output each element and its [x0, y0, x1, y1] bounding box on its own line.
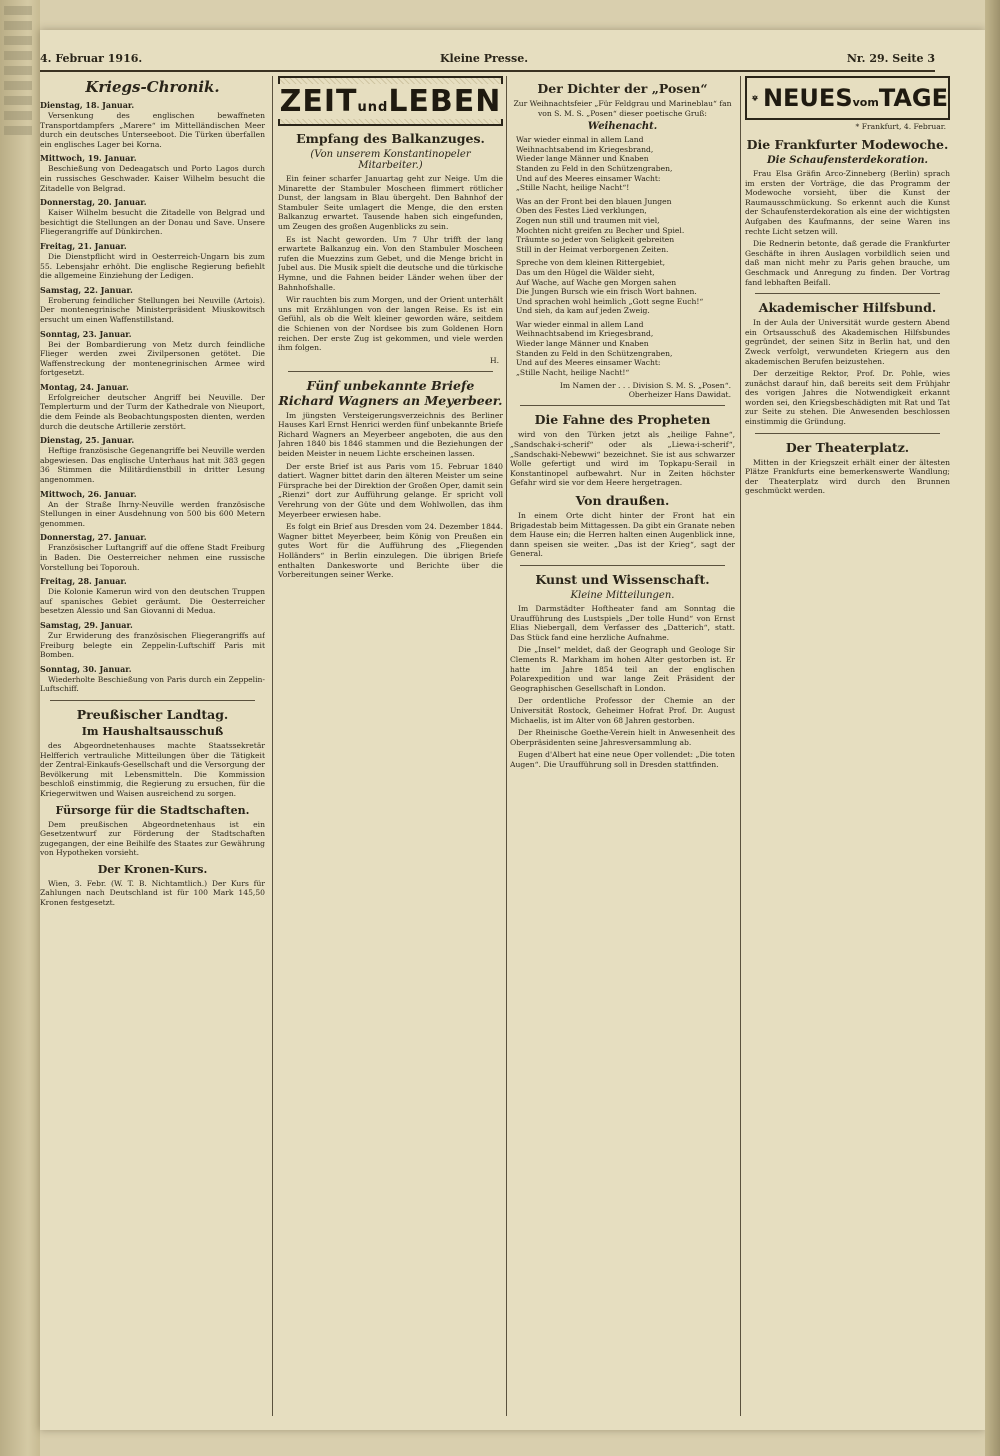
chronicle-entry: [40, 285, 265, 325]
header-number: Nr. 29. Seite 3: [846, 52, 935, 65]
entry-text: Zur Erwiderung des französischen Fliegerangriffs auf Freiburg belegte ein Zeppelin-Luftschiff Paris mit Bomben.: [40, 630, 265, 660]
wagner-paragraph: Der erste Brief ist aus Paris vom 15. Februar 1840 datiert. Wagner bittet darin den älteren Meister um seine Fürsprache bei der Direktion der Großen Oper, damit sein „Rienzi“ dort zur Aufführung gelange. Er spricht voll Verehrung von der Güte und dem Wohlwollen, das ihm Meyerbeer erwiesen habe.: [278, 461, 503, 519]
chronicle-entry: [40, 620, 265, 660]
entry-text: Wiederholte Beschießung von Paris durch ein Zeppelin-Luftschiff.: [40, 674, 265, 694]
entry-text: Kaiser Wilhelm besucht die Zitadelle von Belgrad und besichtigt die Stellungen an der Donau und Save. Unsere Fliegerangriffe auf Dünkirchen.: [40, 208, 265, 237]
entry-text: Eroberung feindlicher Stellungen bei Neuville (Artois). Der montenegrinische Ministerpräsident Miuskowitsch ersucht um einen Waffenstillstand.: [40, 295, 265, 324]
poem-subtitle: Weihenacht.: [587, 121, 658, 133]
column-zeit-und-leben: [278, 76, 503, 1416]
article-paragraph: Wir rauchten bis zum Morgen, und der Orient unterhält uns mit Erzählungen von der langen Reise. Es ist ein Gefühl, als ob die Welt kleiner geworden wäre, seitdem die Schienen von der Nordsee bis zum Goldenen Horn reichen. Der erste Zug ist gekommen, und viele werden ihm folgen.: [278, 295, 503, 353]
section-divider: [50, 700, 255, 701]
section-divider: [520, 405, 725, 406]
chronicle-entry: [40, 435, 265, 484]
kunst-paragraph: Die „Insel“ meldet, daß der Geograph und Geologe Sir Clements R. Markham im hohen Alter gestorben ist. Er hatte im Jahre 1854 teil an der englischen Polarexpedition und war lange Zeit Präsident der Geographischen Gesellschaft in London.: [510, 645, 735, 693]
column-divider: [272, 76, 273, 1416]
poem-title: Der Dichter der „Posen“: [537, 81, 708, 96]
article-signature: H.: [489, 355, 499, 365]
kunst-paragraph: Eugen d'Albert hat eine neue Oper vollendet: „Die toten Augen“. Die Uraufführung soll in Dresden stattfinden.: [510, 750, 735, 769]
chronicle-entry: [40, 382, 265, 431]
entry-date: Sonntag, 23. Januar.: [40, 328, 132, 339]
entry-date: Samstag, 29. Januar.: [40, 619, 133, 630]
kurs-text: Wien, 3. Febr. (W. T. B. Nichtamtlich.) Der Kurs für Zahlungen nach Deutschland ist für 100 Mark 145,50 Kronen festgesetzt.: [40, 878, 265, 908]
entry-text: Die Kolonie Kamerun wird von den deutschen Truppen auf spanisches Gebiet geräumt. Die Oesterreicher besetzen Alessio und San Giovanni di Medua.: [40, 587, 265, 616]
chronicle-entry: [40, 197, 265, 237]
header-date: 4. Februar 1916.: [40, 52, 143, 65]
wagner-paragraph: Es folgt ein Brief aus Dresden vom 24. Dezember 1844. Wagner bittet Meyerbeer, beim König von Preußen ein gutes Wort für die Aufführung des „Fliegenden Holländers“ in Berlin einzulegen. Die übrigen Briefe enthalten Dankesworte und Berichte über die Vorbereitungen seiner Werke.: [278, 522, 503, 580]
hilfsbund-paragraph: In der Aula der Universität wurde gestern Abend ein Ortsausschuß des Akademischen Hilfsbundes gegründet, der seinen Sitz in Berlin hat, und den Zweck verfolgt, verwundeten Kriegern aus den akademischen Berufen beizustehen.: [745, 318, 950, 366]
theater-text: Mitten in der Kriegszeit erhält einer der ältesten Plätze Frankfurts eine bemerkenswerte Wandlung; der Theaterplatz wird durch den Brunnen geschmückt werden.: [745, 457, 950, 496]
fahne-text: wird von den Türken jetzt als „heilige Fahne“, „Sandschak-i-scherif“ oder als „Liewa-i-scherif“, „Sandschaki-Nebewwi“ bezeichnet. Sie ist aus schwarzer Wolle gefertigt und wird im Topkapu-Serail in Konstantinopel aufbewahrt. Nur in Zeiten höchster Gefahr wird sie vor dem Heere hergetragen.: [510, 430, 735, 488]
section-divider: [520, 565, 725, 566]
entry-date: Montag, 24. Januar.: [40, 381, 129, 392]
entry-date: Freitag, 28. Januar.: [40, 576, 127, 587]
article-title: Die Frankfurter Modewoche.: [746, 137, 949, 152]
poem-intro: Zur Weihnachtsfeier „Für Feldgrau und Marineblau“ fan von S. M. S. „Posen“ dieser poetische Gruß:: [513, 99, 732, 118]
poem-signature: Im Namen der . . . Division S. M. S. „Posen“. Oberheizer Hans Dawidat.: [559, 381, 731, 400]
chronicle-entry: [40, 329, 265, 378]
chronicle-entry: [40, 576, 265, 616]
fuersorge-title: Fürsorge für die Stadtschaften.: [55, 803, 250, 817]
article-paragraph: Ein feiner scharfer Januartag geht zur Neige. Um die Minarette der Stambuler Moscheen flimmert rötlicher Dunst, der langsam in Blau übergeht. Den Bahnhof der Stambuler Seite umlagert die Menge, die den ersten Balkanzug erwartet. Tausende haben sich eingefunden, um Zeugen des großen Augenblicks zu sein.: [278, 174, 503, 231]
entry-date: Freitag, 21. Januar.: [40, 240, 127, 251]
entry-date: Samstag, 22. Januar.: [40, 284, 133, 295]
chronicle-entry: [40, 532, 265, 572]
fuersorge-text: Dem preußischen Abgeordnetenhaus ist ein Gesetzentwurf zur Förderung der Stadtschaften zugegangen, der eine Beihilfe des Staates zur Gewährung von Hypotheken vorsieht.: [40, 819, 265, 858]
chronicle-entry: [40, 489, 265, 529]
entry-date: Dienstag, 25. Januar.: [40, 435, 135, 446]
section-title: Kriegs-Chronik.: [85, 78, 220, 96]
entry-date: Sonntag, 30. Januar.: [40, 663, 132, 674]
entry-text: Die Dienstpflicht wird in Oesterreich-Ungarn bis zum 55. Lebensjahr erhöht. Die englische Regierung befiehlt die allgemeine Einziehung der Ledigen.: [40, 251, 265, 281]
zeit-und-leben-logo: [278, 76, 503, 126]
article-subtitle: Die Schaufensterdekoration.: [766, 155, 928, 166]
section-divider: [288, 371, 493, 372]
entry-text: Französischer Luftangriff auf die offene Stadt Freiburg in Baden. Die Oesterreicher nehmen eine russische Vorstellung bei Toporouh.: [40, 543, 265, 572]
entry-text: Bei der Bombardierung von Metz durch feindliche Flieger werden zwei Zivilpersonen getötet. Die Waffenstreckung der montenegrinischen Armee wird fortgesetzt.: [40, 339, 265, 378]
column-neues-vom-tage: [745, 76, 950, 1416]
landtag-subtitle: Im Haushaltsausschuß: [81, 724, 224, 738]
entry-text: Erfolgreicher deutscher Angriff bei Neuville. Der Templerturm und der Turm der Kathedrale von Nieuport, die dem Feinde als Beobachtungsposten dienten, werden durch die deutsche Artillerie zerstört.: [40, 392, 265, 431]
poem-stanza: Was an der Front bei den blauen Jungen Oben des Festes Lied verklungen, Zogen nun still und traumen mit viel, Mochten nicht greifen zu Becher und Spiel. Träumte so jeder von Seligkeit gebreiten Still in der Heimat verborgenen Zeiten.: [516, 196, 685, 254]
hilfsbund-title: Akademischer Hilfsbund.: [758, 300, 937, 316]
entry-text: Heftige französische Gegenangriffe bei Neuville werden abgewiesen. Das englische Unterhaus hat mit 383 gegen 36 Stimmen die Militärdienstbill in dritter Lesung angenommen.: [40, 446, 265, 485]
draussen-title: Von draußen.: [575, 493, 670, 508]
poem-stanza: Spreche von dem kleinen Rittergebiet, Das um den Hügel die Wälder sieht, Auf Wache, auf Wache gen Morgen sahen Die Jungen Bursch wie ein frisch Wort bahnen. Und sprachen wohl heimlich „Gott segne Euch!“ Und sieh, da kam auf jeden Zweig.: [516, 258, 704, 316]
kunst-paragraph: Im Darmstädter Hoftheater fand am Sonntag die Uraufführung des Lustspiels „Der tolle Hund“ von Ernst Elias Niebergall, dem Verfasser des „Datterich“, statt. Das Stück fand eine herzliche Aufnahme.: [510, 603, 735, 642]
landtag-text: des Abgeordnetenhauses machte Staatssekretär Helfferich vertrauliche Mitteilungen über die Tätigkeit der Zentral-Einkaufs-Gesellschaft und die Versorgung der Bevölkerung mit Lebensmitteln. Die Kommission beschloß einstimmig, die Regierung zu ersuchen, für die Kriegerwitwen und Waisen ausreichend zu sorgen.: [40, 740, 265, 798]
page-edge: [985, 0, 1000, 1456]
entry-text: Beschießung von Dedeagatsch und Porto Lagos durch ein russisches Geschwader. Kaiser Wilhelm besucht die Zitadelle von Belgrad.: [40, 164, 265, 193]
neues-vom-tage-logo: [745, 76, 950, 120]
section-divider: [755, 293, 940, 294]
chronicle-entry: [40, 241, 265, 281]
fahne-title: Die Fahne des Propheten: [534, 412, 711, 428]
chronicle-entry: [40, 664, 265, 694]
logo-text: NEUESvomTAGE: [762, 84, 948, 112]
entry-date: Donnerstag, 20. Januar.: [40, 197, 147, 208]
landtag-title: Preußischer Landtag.: [76, 706, 229, 722]
wagner-paragraph: Im jüngsten Versteigerungsverzeichnis des Berliner Hauses Karl Ernst Henrici werden fünf unbekannte Briefe Richard Wagners an Meyerbeer angeboten, die aus den Jahren 1840 bis 1846 stammen und die Beziehungen der beiden Meister in neuem Lichte erscheinen lassen.: [278, 410, 503, 459]
draussen-text: In einem Orte dicht hinter der Front hat ein Brigadestab beim Mittagessen. Da gibt ein Granate neben dem Hause ein; die Herren halten einen Augenblick inne, dann speisen sie weiter. „Das ist der Krieg“, sagt der General.: [510, 511, 735, 559]
column-divider: [740, 76, 741, 1416]
wagner-title: Fünf unbekannte Briefe Richard Wagners an Meyerbeer.: [278, 377, 503, 408]
entry-date: Dienstag, 18. Januar.: [40, 100, 135, 110]
article-paragraph: Die Rednerin betonte, daß gerade die Frankfurter Geschäfte in ihren Auslagen vorbildlich seien und daß man nicht mehr zu Paris gehen brauche, um Geschmack und Anregung zu finden. Der Vortrag fand lebhaften Beifall.: [745, 239, 950, 287]
column-divider: [506, 76, 507, 1416]
kunst-paragraph: Der Rheinische Goethe-Verein hielt in Anwesenheit des Oberpräsidenten seine Jahresversammlung ab.: [510, 728, 735, 747]
chronicle-entry: [40, 153, 265, 193]
article-title: Empfang des Balkanzuges.: [296, 131, 485, 146]
article-paragraph: Frau Elsa Gräfin Arco-Zinneberg (Berlin) sprach im ersten der Vorträge, die das Programm der Modewoche vorsieht, über die Kunst der Raumausschmückung. So erkennt auch die Kunst der Schaufensterdekoration als eine der wichtigsten Aufgaben des Kaufmanns, der seine Waren ins rechte Licht setzen will.: [745, 169, 950, 236]
hilfsbund-paragraph: Der derzeitige Rektor, Prof. Dr. Pohle, wies zunächst darauf hin, daß bereits seit dem Frühjahr des vorigen Jahres die Notwendigkeit erkannt worden sei, den Kriegsbeschädigten mit Rat und Tat zur Seite zu stehen. Die Anwesenden beschlossen einstimmig die Gründung.: [745, 369, 950, 427]
header-rule: [40, 70, 935, 72]
entry-text: Versenkung des englischen bewaffneten Transportdampfers „Marere“ im Mittelländischen Meer durch ein deutsches Unterseeboot. Die Türken überfallen ein englisches Lager bei Korna.: [40, 111, 265, 149]
column-kriegs-chronik: [40, 76, 265, 1416]
entry-date: Donnerstag, 27. Januar.: [40, 532, 147, 543]
article-paragraph: Es ist Nacht geworden. Um 7 Uhr trifft der lang erwartete Balkanzug ein. Von den Stambuler Moscheen rufen die Muezzins zum Gebet, und die Menge bricht in Jubel aus. Die Musik spielt die deutsche und die türkische Hymne, und die Fahnen beider Länder wehen über der Bahnhofshalle.: [278, 234, 503, 292]
chronicle-entry: [40, 100, 265, 149]
poem-stanza: War wieder einmal in allem Land Weihnachtsabend im Kriegesbrand, Wieder lange Männer und Knaben Standen zu Feld in den Schützengraben, Und auf des Meeres einsamer Wacht: „Stille Nacht, heilige Nacht!“: [516, 319, 673, 377]
article-subtitle: (Von unserem Konstantinopeler Mitarbeiter.): [310, 149, 471, 171]
entry-date: Mittwoch, 19. Januar.: [40, 153, 137, 164]
eagle-icon: [751, 80, 759, 116]
page-header: [40, 52, 935, 70]
logo-text: ZEITundLEBEN: [278, 84, 503, 119]
chronicle-list: [40, 100, 265, 694]
column-posen-poem: [510, 76, 735, 1416]
kunst-subtitle: Kleine Mitteilungen.: [570, 589, 675, 601]
header-paper: Kleine Presse.: [440, 52, 529, 65]
kunst-title: Kunst und Wissenschaft.: [535, 571, 710, 587]
dateline: * Frankfurt, 4. Februar.: [855, 122, 946, 131]
kunst-paragraph: Der ordentliche Professor der Chemie an der Universität Rostock, Geheimer Hofrat Prof. Dr. August Michaelis, ist im Alter von 68 Jahren gestorben.: [510, 696, 735, 725]
theater-title: Der Theaterplatz.: [785, 439, 910, 455]
section-divider: [755, 433, 940, 434]
binding-spine: [0, 0, 40, 1456]
entry-text: An der Straße Ihrny-Neuville werden französische Stellungen in einer Ausdehnung von 500 bis 600 Metern genommen.: [40, 499, 265, 528]
entry-date: Mittwoch, 26. Januar.: [40, 488, 137, 499]
poem-stanza: War wieder einmal in allem Land Weihnachtsabend im Kriegesbrand, Wieder lange Männer und Knaben Standen zu Feld in den Schützengraben, Und auf des Meeres einsamer Wacht: „Stille Nacht, heilige Nacht“!: [516, 135, 673, 193]
kurs-title: Der Kronen-Kurs.: [97, 862, 208, 876]
